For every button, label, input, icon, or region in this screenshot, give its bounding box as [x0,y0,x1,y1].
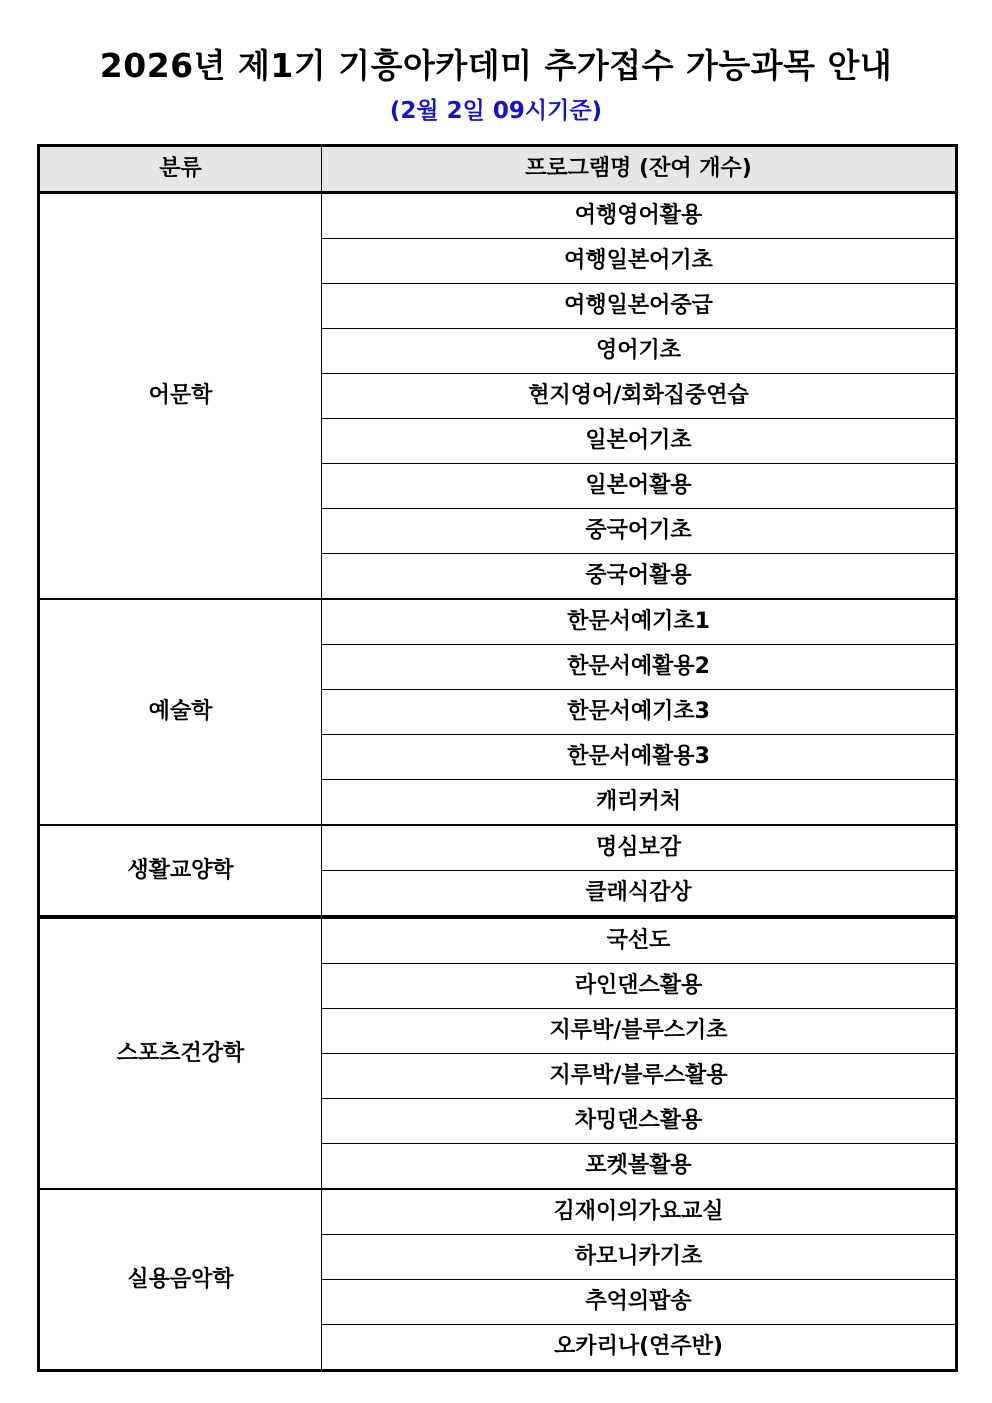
program-cell: 중국어활용 [322,554,957,600]
program-cell: 여행영어활용 [322,193,957,239]
course-table [37,144,958,1372]
table-row [39,825,957,871]
page-title: 2026년 제1기 기흥아카데미 추가접수 가능과목 안내 [99,46,893,85]
program-cell: 여행일본어중급 [322,284,957,329]
page-subtitle: (2월 2일 09시기준) [389,98,603,124]
program-cell: 라인댄스활용 [322,964,957,1009]
program-cell: 국선도 [322,917,957,964]
column-header-program: 프로그램명 (잔여 개수) [322,146,957,193]
table-body [39,193,957,1371]
table-row [39,917,957,964]
table-row [39,599,957,645]
program-cell: 한문서예기초1 [322,599,957,645]
category-cell: 예술학 [39,599,322,825]
program-cell: 하모니카기초 [322,1235,957,1280]
category-cell: 실용음악학 [39,1189,322,1371]
program-cell: 클래식감상 [322,871,957,918]
table-row [39,193,957,239]
column-header-category: 분류 [39,146,322,193]
program-cell: 지루박/블루스기초 [322,1009,957,1054]
program-cell: 한문서예기초3 [322,690,957,735]
program-cell: 현지영어/회화집중연습 [322,374,957,419]
program-cell: 캐리커처 [322,780,957,826]
program-cell: 차밍댄스활용 [322,1099,957,1144]
program-cell: 한문서예활용2 [322,645,957,690]
program-cell: 명심보감 [322,825,957,871]
category-cell: 생활교양학 [39,825,322,917]
program-cell: 중국어기초 [322,509,957,554]
program-cell: 영어기초 [322,329,957,374]
program-cell: 일본어기초 [322,419,957,464]
program-cell: 포켓볼활용 [322,1144,957,1190]
program-cell: 오카리나(연주반) [322,1325,957,1371]
program-cell: 여행일본어기초 [322,239,957,284]
category-cell: 스포츠건강학 [39,917,322,1189]
category-cell: 어문학 [39,193,322,600]
table-row [39,1189,957,1235]
program-cell: 지루박/블루스활용 [322,1054,957,1099]
program-cell: 일본어활용 [322,464,957,509]
table-header-row [39,146,957,193]
program-cell: 한문서예활용3 [322,735,957,780]
program-cell: 김재이의가요교실 [322,1189,957,1235]
program-cell: 추억의팝송 [322,1280,957,1325]
